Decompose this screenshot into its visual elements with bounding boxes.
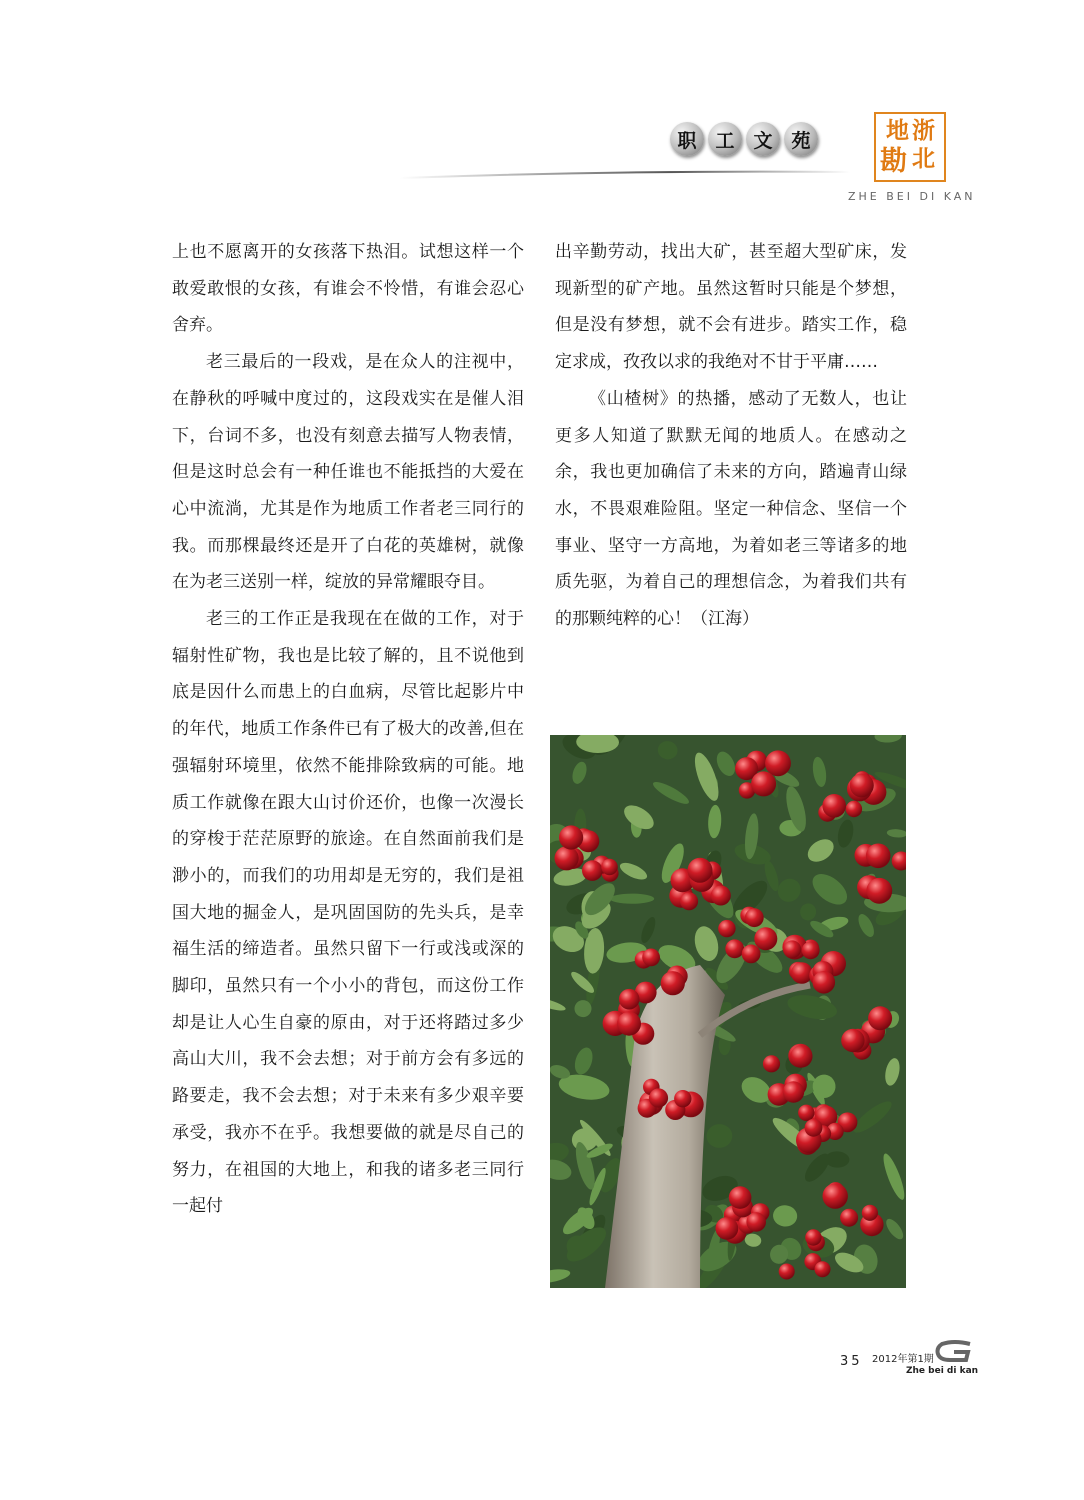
page-number: 35	[840, 1354, 863, 1369]
header-divider	[400, 170, 850, 180]
section-title-char: 工	[708, 122, 742, 156]
hawthorn-tree-photo	[550, 735, 906, 1288]
footer-logo-subtitle: Zhe bei di kan	[906, 1366, 979, 1376]
section-title-char: 文	[746, 122, 780, 156]
section-title-char: 苑	[784, 122, 818, 156]
logo-char: 北	[912, 146, 935, 172]
section-title	[670, 122, 818, 156]
paragraph: 上也不愿离开的女孩落下热泪。试想这样一个敢爱敢恨的女孩，有谁会不怜惜，有谁会忍心舍弃。	[172, 242, 524, 336]
section-title-char: 职	[670, 122, 704, 156]
article-right-column	[555, 234, 907, 638]
article-left-column	[172, 234, 524, 1225]
paragraph: 老三最后的一段戏，是在众人的注视中，在静秋的呼喊中度过的，这段戏实在是催人泪下，台词不多，也没有刻意去描写人物表情，但是这时总会有一种任谁也不能抵挡的大爱在心中流淌，尤其是作为地质工作者老三同行的我。而那棵最终还是开了白花的英雄树，就像在为老三送别一样，绽放的异常耀眼夺目。	[172, 352, 524, 593]
logo-char: 浙	[912, 118, 935, 144]
logo-char: 地	[886, 118, 909, 144]
logo-subtitle: ZHE BEI DI KAN	[848, 190, 976, 203]
magazine-logo	[874, 112, 946, 182]
footer-logo-icon	[934, 1340, 974, 1366]
issue-label: 2012年第1期	[872, 1354, 934, 1365]
paragraph: 出辛勤劳动，找出大矿，甚至超大型矿床，发现新型的矿产地。虽然这暂时只能是个梦想，但是没有梦想，就不会有进步。踏实工作，稳定求成，孜孜以求的我绝对不甘于平庸……	[555, 242, 907, 373]
logo-char: 勘	[880, 146, 907, 177]
paragraph: 《山楂树》的热播，感动了无数人，也让更多人知道了默默无闻的地质人。在感动之余，我也更加确信了未来的方向，踏遍青山绿水，不畏艰难险阻。坚定一种信念、坚信一个事业、坚守一方高地，为着如老三等诸多的地质先驱，为着自己的理想信念，为着我们共有的那颗纯粹的心！（江海）	[555, 388, 907, 630]
paragraph: 老三的工作正是我现在在做的工作，对于辐射性矿物，我也是比较了解的，且不说他到底是因什么而患上的白血病，尽管比起影片中的年代，地质工作条件已有了极大的改善,但在强辐射环境里，依然不能排除致病的可能。地质工作就像在跟大山讨价还价，也像一次漫长的穿梭于茫茫原野的旅途。在自然面前我们是渺小的，而我们的功用却是无穷的，我们是祖国大地的掘金人，是巩固国防的先头兵，是幸福生活的缔造者。虽然只留下一行或浅或深的脚印，虽然只有一个小小的背包，而这份工作却是让人心生自豪的原由，对于还将踏过多少高山大川，我不会去想；对于前方会有多远的路要走，我不会去想；对于未来有多少艰辛要承受，我亦不在乎。我想要做的就是尽自己的努力，在祖国的大地上，和我的诸多老三同行一起付	[172, 609, 524, 1217]
